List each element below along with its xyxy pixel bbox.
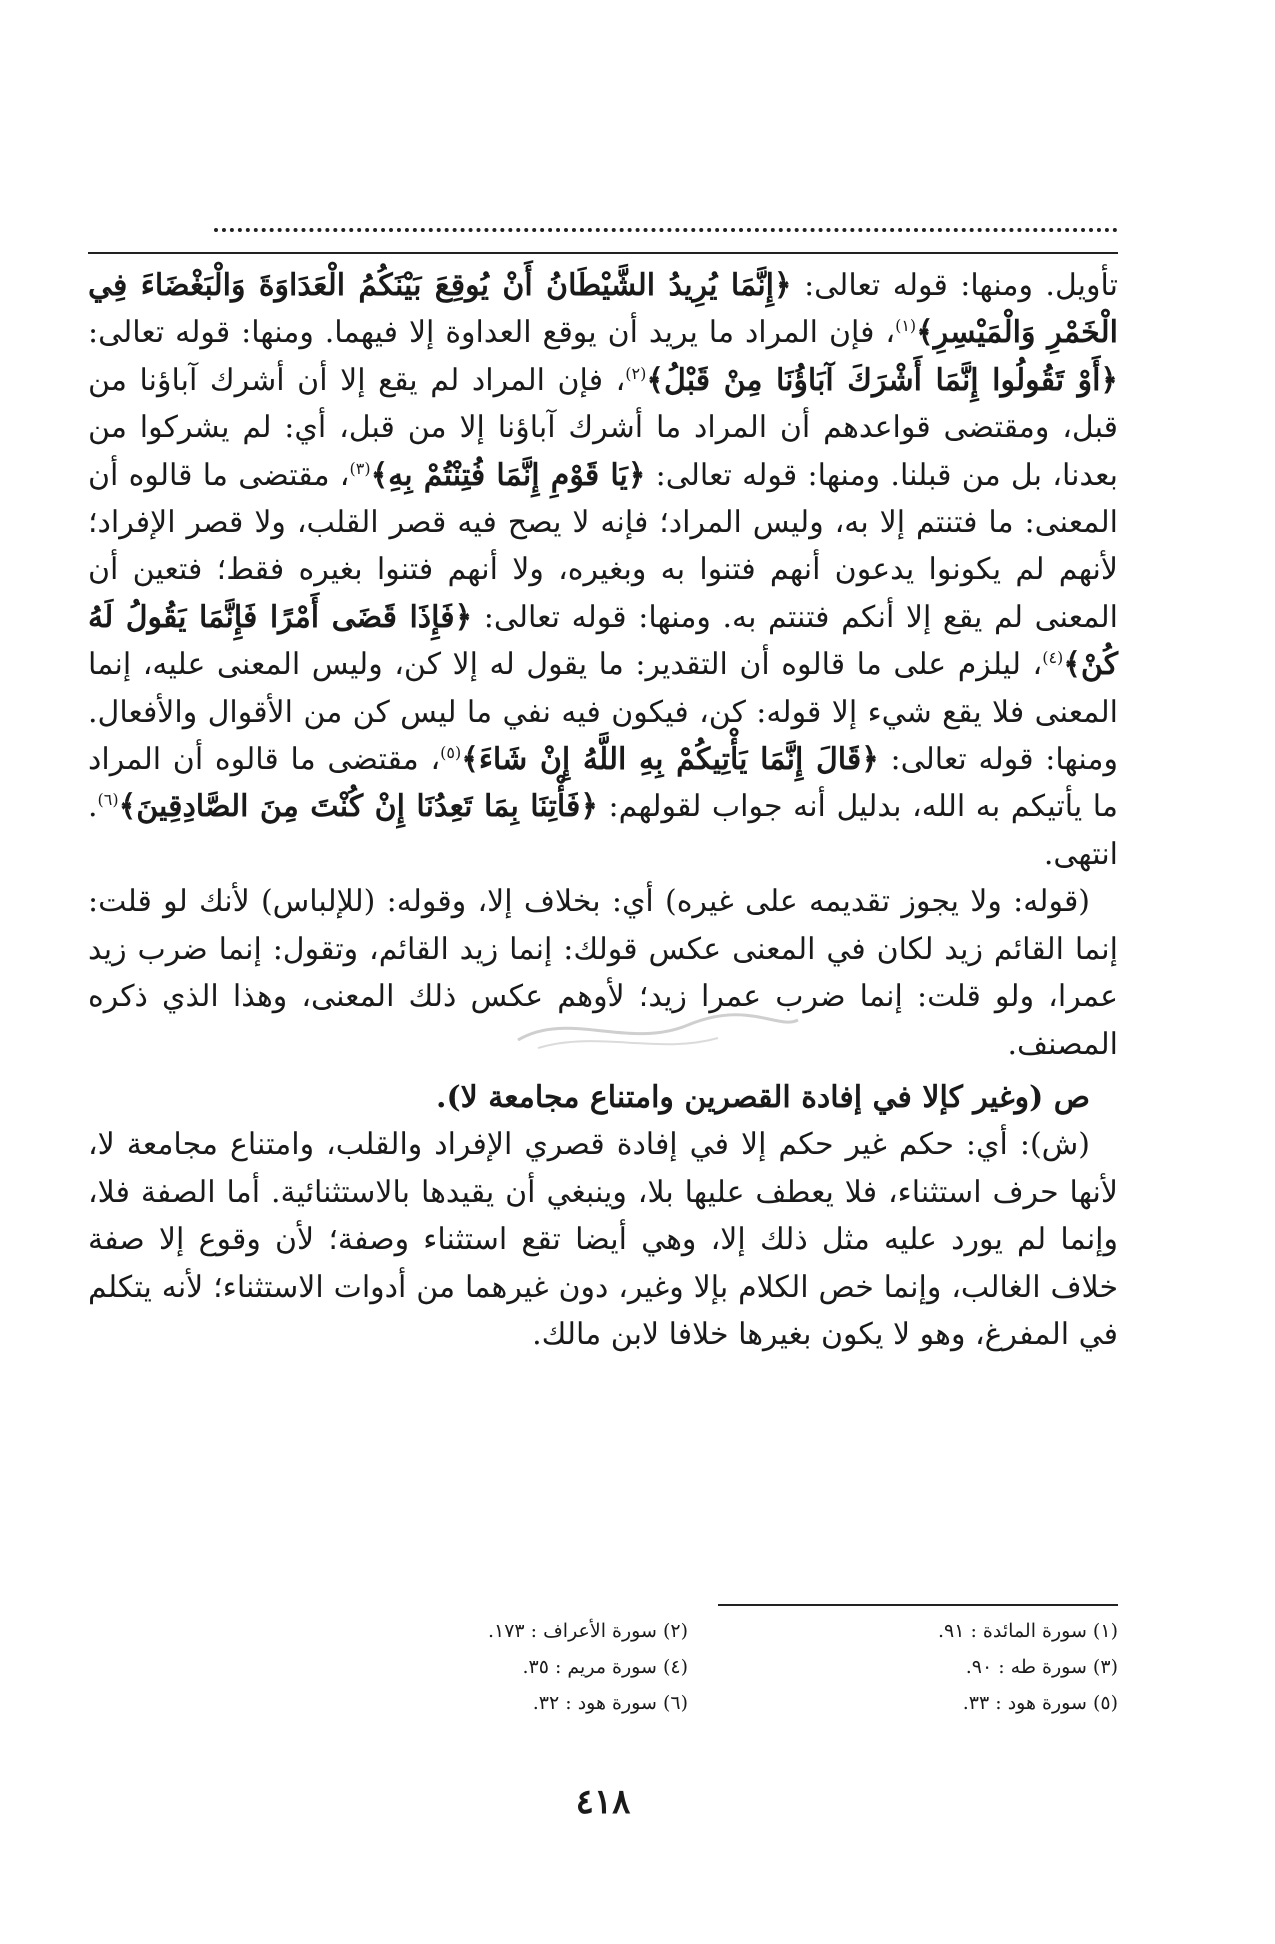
header-rule bbox=[88, 252, 1118, 254]
footnote-ref: (٤) bbox=[1042, 648, 1064, 668]
text-run: . انتهى. bbox=[88, 789, 1118, 872]
quran-verse: ﴿فَإِذَا قَضَى أَمْرًا فَإِنَّمَا يَقُولُ لَهُ كُنْ﴾ bbox=[88, 599, 1118, 683]
footnote-5: (٥) سورة هود : ٣٣. bbox=[962, 1692, 1118, 1714]
footnote-ref: (٥) bbox=[440, 743, 462, 763]
quran-verse: ﴿يَا قَوْمِ إِنَّمَا فُتِنْتُمْ بِهِ﴾ bbox=[370, 457, 646, 493]
page-number: ٤١٨ bbox=[575, 1782, 631, 1822]
main-text bbox=[88, 262, 1118, 1358]
quran-verse: ﴿أَوْ تَقُولُوا إِنَّمَا أَشْرَكَ آبَاؤُنَا مِنْ قَبْلُ﴾ bbox=[646, 362, 1118, 398]
footnote-rule bbox=[718, 1604, 1118, 1606]
header-dotted-line bbox=[214, 228, 1118, 238]
footnote-ref: (٢) bbox=[625, 363, 647, 383]
text-run: ، مقتضى ما قالوه أن المعنى: ما فتنتم إلا به، وليس المراد؛ فإنه لا يصح فيه قصر القلب، ولا قصر الإفراد؛ لأنهم لم يكونوا يدعون أنهم فتنوا به وبغيره، ولا أنهم فتنوا بغيره فقط؛ فتعين أن المعنى لم يقع إلا أنكم فتنتم به. ومنها: قوله تعالى: bbox=[88, 457, 1118, 635]
quran-verse: ﴿إِنَّمَا يُرِيدُ الشَّيْطَانُ أَنْ يُوقِعَ بَيْنَكُمُ الْعَدَاوَةَ وَالْبَغْضَاءَ فِي الْخَمْرِ وَالْمَيْسِرِ﴾ bbox=[88, 268, 1119, 351]
text-run: ، مقتضى ما قالوه أن المراد ما يأتيكم به الله، بدليل أنه جواب لقولهم: bbox=[88, 742, 1118, 825]
footnote-3: (٣) سورة طه : ٩٠. bbox=[965, 1656, 1118, 1678]
paragraph-1 bbox=[88, 262, 1118, 878]
paragraph-2: (قوله: ولا يجوز تقديمه على غيره) أي: بخلاف إلا، وقوله: (للإلباس) لأنك لو قلت: إنما القائم زيد لكان في المعنى عكس قولك: إنما زيد القائم، وتقول: إنما ضرب زيد عمرا، ولو قلت: إنما ضرب عمرا زيد؛ لأوهم عكس ذلك المعنى، وهذا الذي ذكره المصنف. bbox=[88, 884, 1118, 1062]
text-run: ، فإن المراد ما يريد أن يوقع العداوة إلا فيهما. ومنها: قوله تعالى: bbox=[88, 315, 896, 351]
footnote-6: (٦) سورة هود : ٣٢. bbox=[532, 1692, 688, 1714]
footnote-2: (٢) سورة الأعراف : ١٧٣. bbox=[487, 1620, 688, 1642]
text-run: ، فإن المراد لم يقع إلا أن أشرك آباؤنا من قبل، ومقتضى قواعدهم أن المراد ما أشرك آباؤنا إلا من قبل، أي: لم يشركوا من بعدنا، بل من قبلنا. ومنها: قوله تعالى: bbox=[88, 362, 1119, 493]
paragraph-4: (ش): أي: حكم غير حكم إلا في إفادة قصري الإفراد والقلب، وامتناع مجامعة لا، لأنها حرف استثناء، فلا يعطف عليها بلا، وينبغي أن يقيدها بالاستثنائية. أما الصفة فلا، وإنما لم يورد عليه مثل ذلك إلا، وهي أيضا تقع استثناء وصفة؛ لأن وقوع إلا صفة خلاف الغالب، وإنما خص الكلام بإلا وغير، دون غيرهما من أدوات الاستثناء؛ لأنه يتكلم في المفرغ، وهو لا يكون بغيرها خلافا لابن مالك. bbox=[88, 1127, 1118, 1352]
footnote-ref: (١) bbox=[895, 316, 917, 336]
footnote-ref: (٦) bbox=[97, 790, 119, 810]
quran-verse: ﴿قَالَ إِنَّمَا يَأْتِيكُمْ بِهِ اللَّهُ إِنْ شَاءَ﴾ bbox=[461, 742, 879, 778]
text-run: ، ليلزم على ما قالوه أن التقدير: ما يقول له إلا كن، وليس المعنى عليه، إنما المعنى فلا يقع شيء إلا قوله: كن، فيكون فيه نفي ما ليس كن من الأقوال والأفعال. ومنها: قوله تعالى: bbox=[88, 647, 1118, 778]
book-page bbox=[88, 0, 1118, 1944]
footnotes bbox=[88, 1620, 1118, 1740]
library-stamp-watermark bbox=[508, 1000, 808, 1060]
footnote-ref: (٣) bbox=[349, 458, 371, 478]
matn-line: ص (وغير كإلا في إفادة القصرين وامتناع مجامعة لا). bbox=[436, 1079, 1090, 1115]
text-run: تأويل. ومنها: قوله تعالى: bbox=[791, 268, 1118, 303]
quran-verse: ﴿فَأْتِنَا بِمَا تَعِدُنَا إِنْ كُنْتَ مِنَ الصَّادِقِينَ﴾ bbox=[118, 789, 598, 825]
footnote-1: (١) سورة المائدة : ٩١. bbox=[937, 1620, 1118, 1642]
footnote-4: (٤) سورة مريم : ٣٥. bbox=[522, 1656, 688, 1678]
